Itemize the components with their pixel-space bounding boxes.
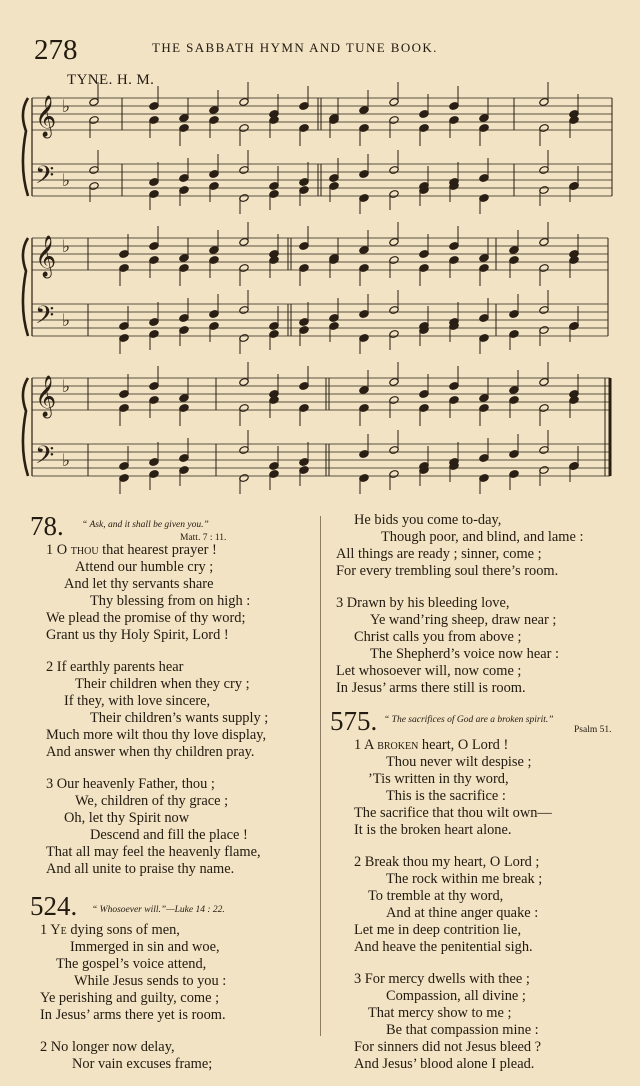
svg-text:𝄞: 𝄞 bbox=[35, 96, 57, 137]
verse-line: 3 Drawn by his bleeding love, bbox=[336, 595, 510, 611]
hymn-78-reference: Matt. 7 : 11. bbox=[180, 533, 227, 543]
right-text-column bbox=[330, 512, 636, 1073]
verse-line: Thy blessing from on high : bbox=[90, 593, 251, 609]
verse-line: Immerged in sin and woe, bbox=[70, 939, 220, 955]
svg-text:♭: ♭ bbox=[62, 311, 71, 331]
svg-text:♭: ♭ bbox=[62, 451, 71, 471]
verse-line: The rock within me break ; bbox=[386, 871, 543, 887]
hymn-524-verses bbox=[30, 922, 315, 1073]
svg-text:𝄞: 𝄞 bbox=[35, 376, 57, 417]
verse-line: 1 A broken heart, O Lord ! bbox=[354, 737, 509, 753]
hymn-78-epigraph: “ Ask, and it shall be given you.” bbox=[82, 520, 209, 530]
verse-line: Much more wilt thou thy love display, bbox=[46, 727, 267, 743]
verse-line: Oh, let thy Spirit now bbox=[64, 810, 190, 826]
hymn-575-number: 575. bbox=[330, 706, 378, 736]
verse-line: ’Tis written in thy word, bbox=[368, 771, 509, 787]
hymn-524-verses-continued bbox=[336, 512, 636, 697]
verse-line: Thou never wilt despise ; bbox=[386, 754, 532, 770]
verse-line: It is the broken heart alone. bbox=[354, 822, 512, 838]
verse-line: 1 O thou that hearest prayer ! bbox=[46, 542, 217, 558]
hymn-575-verses bbox=[336, 737, 636, 1073]
hymn-524-epigraph: “ Whosoever will.”—Luke 14 : 22. bbox=[92, 905, 225, 915]
verse-line: The Shepherd’s voice now hear : bbox=[370, 646, 560, 662]
verse-line: We plead the promise of thy word; bbox=[46, 610, 246, 626]
svg-text:♭: ♭ bbox=[62, 377, 71, 397]
svg-text:𝄢: 𝄢 bbox=[35, 161, 55, 196]
verse-line: Their children when they cry ; bbox=[75, 676, 250, 692]
verse-line: 3 Our heavenly Father, thou ; bbox=[46, 776, 215, 792]
tune-title: TYNE. H. M. bbox=[67, 72, 155, 88]
verse-line: 2 Break thou my heart, O Lord ; bbox=[354, 854, 540, 870]
verse-line: This is the sacrifice : bbox=[386, 788, 506, 804]
verse-line: Descend and fill the place ! bbox=[90, 827, 248, 843]
verse-line: Grant us thy Holy Spirit, Lord ! bbox=[46, 627, 229, 643]
verse-line: And all unite to praise thy name. bbox=[46, 861, 235, 877]
verse-line: Let whosoever will, now come ; bbox=[336, 663, 522, 679]
verse-line: 1 Ye dying sons of men, bbox=[40, 922, 180, 938]
hymn-575-heading bbox=[330, 706, 636, 737]
verse-line: Be that compassion mine : bbox=[386, 1022, 539, 1038]
verse-line: And heave the penitential sigh. bbox=[354, 939, 533, 955]
verse-line: The gospel’s voice attend, bbox=[56, 956, 207, 972]
verse-line: Attend our humble cry ; bbox=[75, 559, 214, 575]
verse-line: Ye wand’ring sheep, draw near ; bbox=[370, 612, 557, 628]
verse-line: To tremble at thy word, bbox=[368, 888, 504, 904]
verse-line: That mercy show to me ; bbox=[368, 1005, 512, 1021]
verse-line: And answer when thy children pray. bbox=[46, 744, 255, 760]
left-text-column bbox=[30, 512, 315, 1073]
verse-line: Their children’s wants supply ; bbox=[90, 710, 269, 726]
verse-line: While Jesus sends to you : bbox=[74, 973, 227, 989]
verse-line: All things are ready ; sinner, come ; bbox=[336, 546, 542, 562]
verse-line: And at thine anger quake : bbox=[386, 905, 539, 921]
verse-line: And Jesus’ blood alone I plead. bbox=[354, 1056, 535, 1072]
verse-line: 2 If earthly parents hear bbox=[46, 659, 184, 675]
verse-line: The sacrifice that thou wilt own— bbox=[354, 805, 552, 821]
verse-line: In Jesus’ arms there still is room. bbox=[336, 680, 526, 696]
verse-line: Christ calls you from above ; bbox=[354, 629, 522, 645]
page-number: 278 bbox=[34, 34, 78, 66]
svg-text:𝄞: 𝄞 bbox=[35, 236, 57, 277]
music-score bbox=[0, 0, 640, 510]
verse-line: In Jesus’ arms there yet is room. bbox=[40, 1007, 226, 1023]
verse-line: For sinners did not Jesus bleed ? bbox=[354, 1039, 542, 1055]
verse-line: He bids you come to-day, bbox=[354, 512, 502, 528]
svg-text:♭: ♭ bbox=[62, 237, 71, 257]
svg-text:♭: ♭ bbox=[62, 97, 71, 117]
verse-line: If they, with love sincere, bbox=[64, 693, 211, 709]
svg-text:♭: ♭ bbox=[62, 171, 71, 191]
verse-line: Compassion, all divine ; bbox=[386, 988, 526, 1004]
verse-line: We, children of thy grace ; bbox=[75, 793, 229, 809]
hymn-524-number: 524. bbox=[30, 891, 78, 921]
verse-line: That all may feel the heavenly flame, bbox=[46, 844, 261, 860]
verse-line: Let me in deep contrition lie, bbox=[354, 922, 522, 938]
verse-line: Nor vain excuses frame; bbox=[72, 1056, 213, 1072]
hymn-78-heading bbox=[30, 512, 315, 542]
verse-line: Ye perishing and guilty, come ; bbox=[40, 990, 220, 1006]
running-title: THE SABBATH HYMN AND TUNE BOOK. bbox=[152, 40, 438, 55]
hymn-78-number: 78. bbox=[30, 511, 64, 541]
svg-text:𝄢: 𝄢 bbox=[35, 301, 55, 336]
verse-line: 3 For mercy dwells with thee ; bbox=[354, 971, 530, 987]
hymn-575-reference: Psalm 51. bbox=[574, 725, 612, 735]
verse-line: 2 No longer now delay, bbox=[40, 1039, 175, 1055]
verse-line: For every trembling soul there’s room. bbox=[336, 563, 559, 579]
verse-line: Though poor, and blind, and lame : bbox=[381, 529, 584, 545]
column-divider bbox=[320, 516, 321, 1036]
hymn-78-verses bbox=[30, 542, 315, 878]
verse-line: And let thy servants share bbox=[64, 576, 214, 592]
hymn-524-heading bbox=[30, 892, 315, 922]
svg-text:𝄢: 𝄢 bbox=[35, 441, 55, 476]
hymn-575-epigraph: “ The sacrifices of God are a broken spirit.” bbox=[384, 715, 554, 725]
